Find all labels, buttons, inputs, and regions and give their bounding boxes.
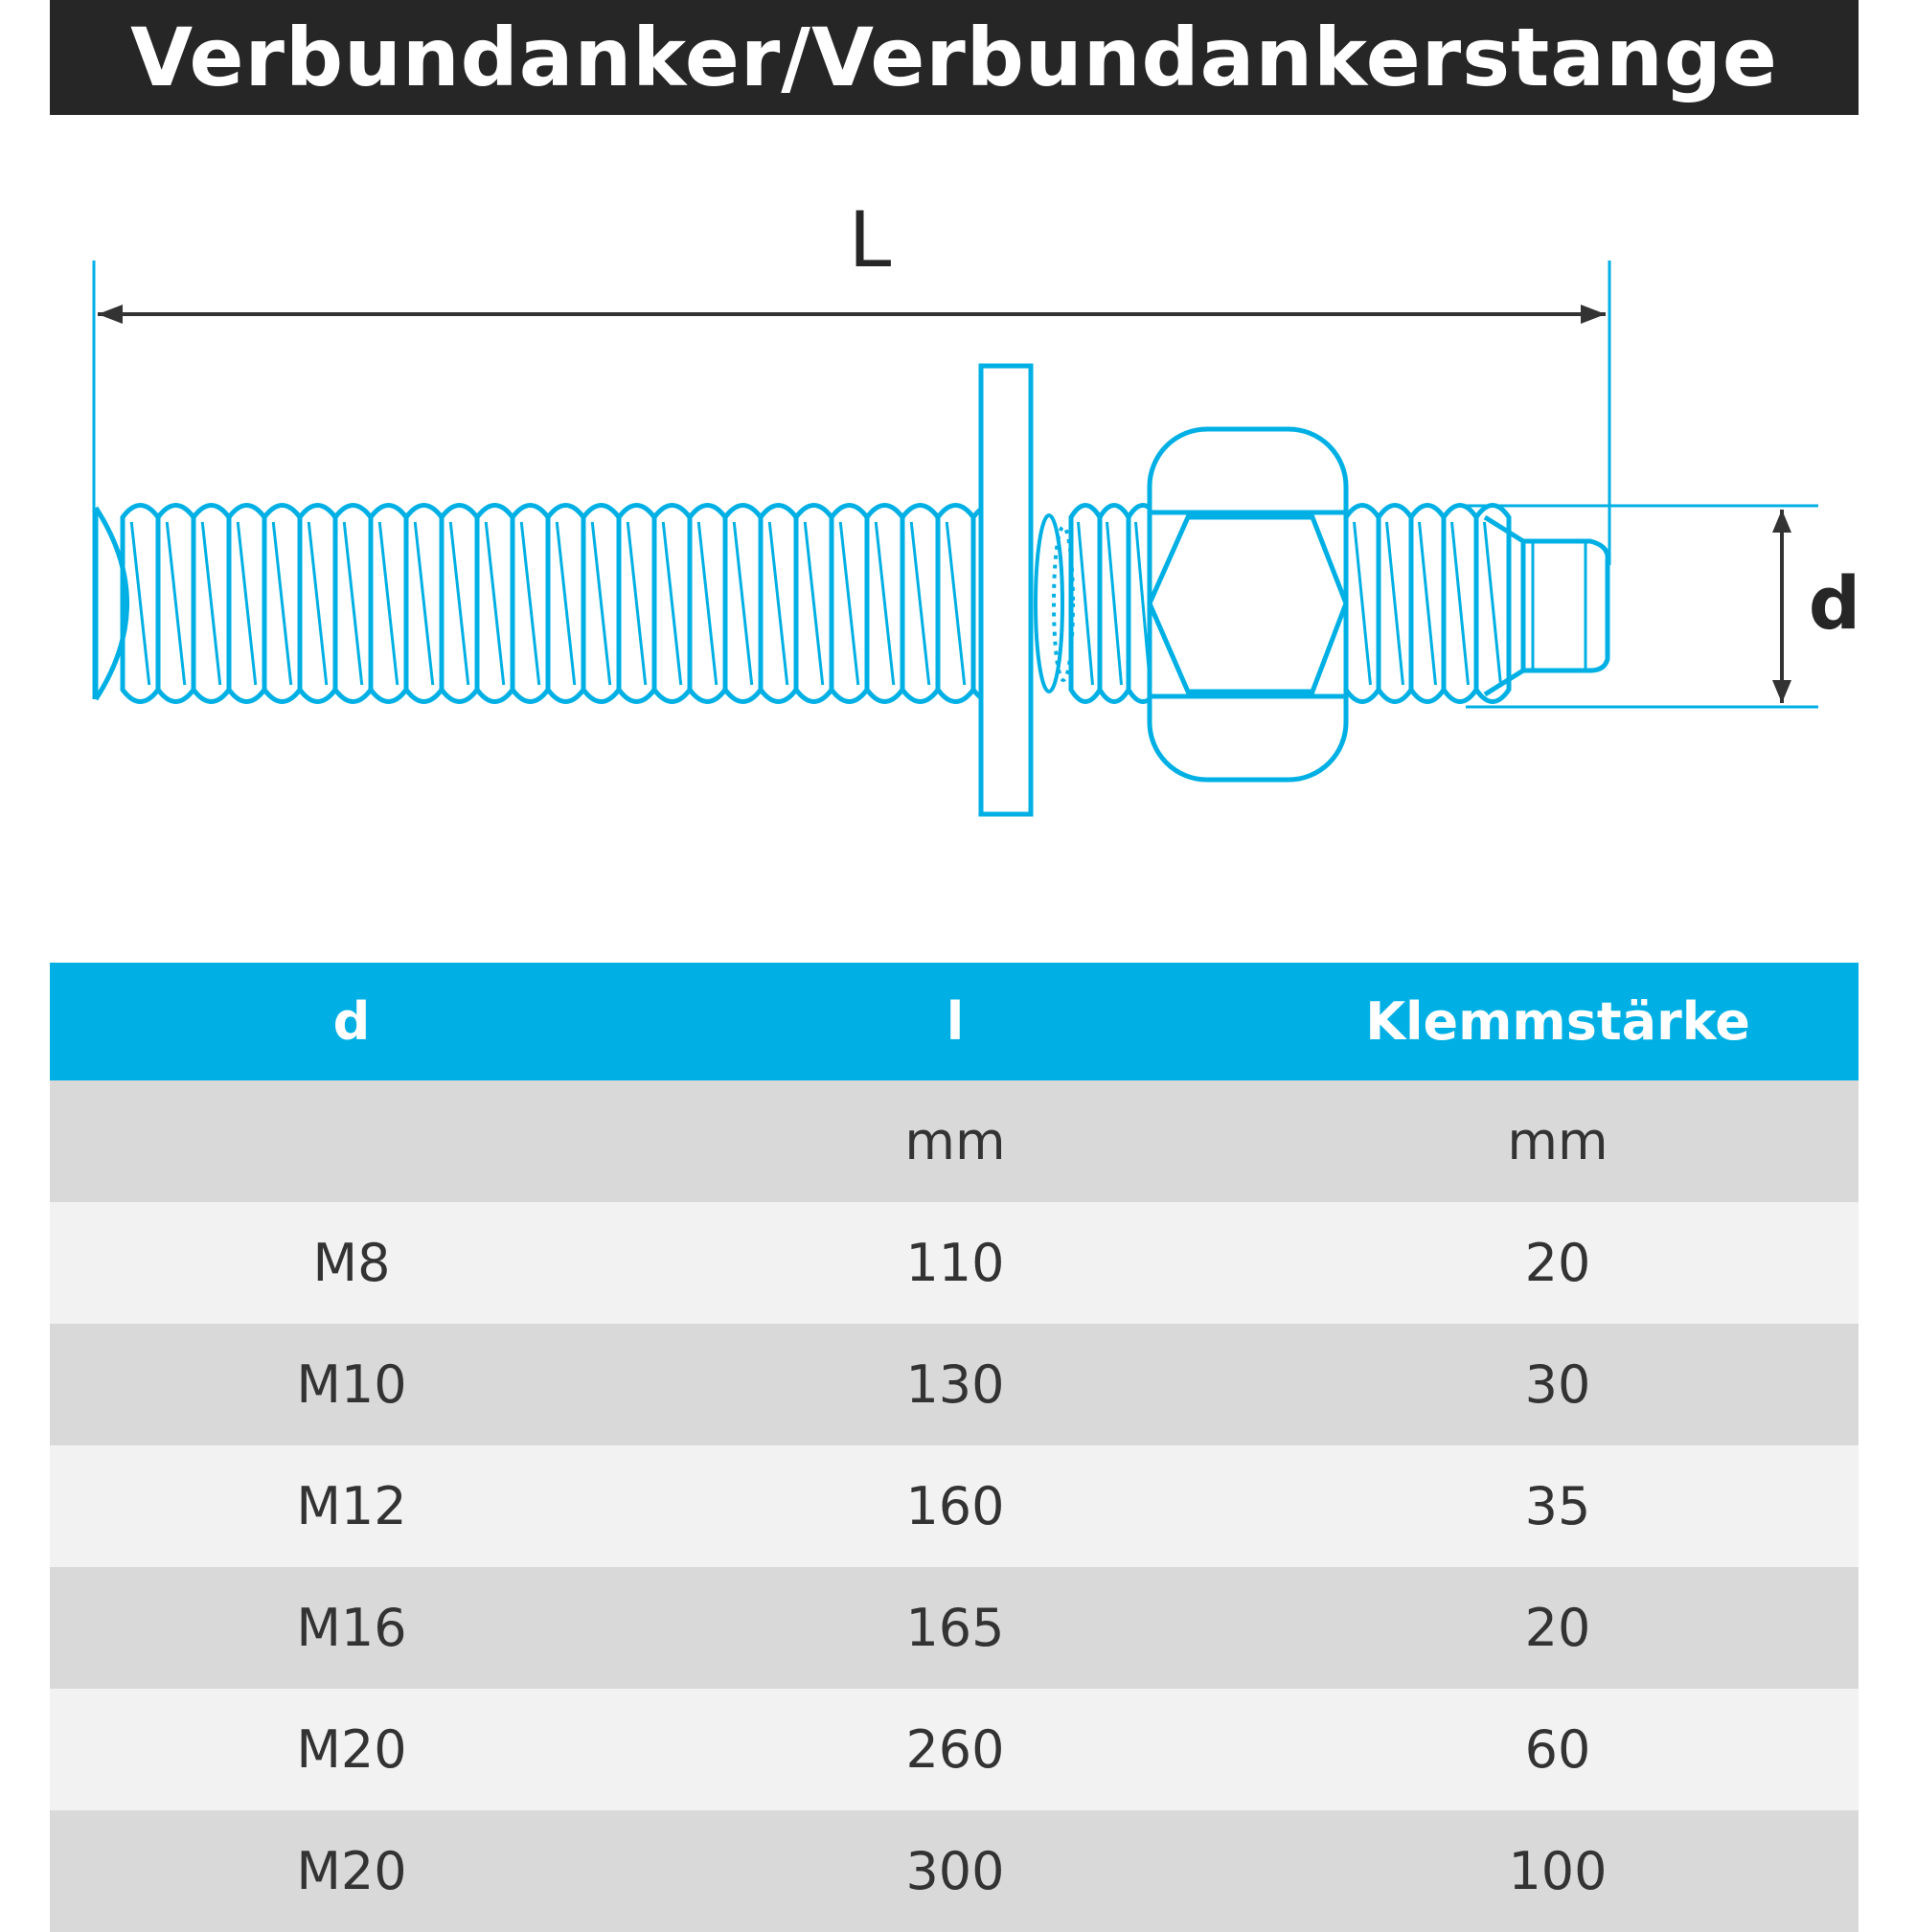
table-cell: 100 bbox=[1257, 1810, 1859, 1932]
length-label: L bbox=[848, 195, 892, 284]
thread-line bbox=[947, 522, 965, 685]
thread-line bbox=[911, 522, 929, 685]
thread-line bbox=[202, 522, 220, 685]
unit-cell: mm bbox=[653, 1080, 1257, 1202]
thread-line bbox=[557, 522, 575, 685]
page-title: Verbundanker/Verbundankerstange bbox=[130, 11, 1778, 104]
table-cell: M16 bbox=[50, 1567, 653, 1689]
threaded-rod bbox=[96, 506, 1608, 702]
table-cell: 260 bbox=[653, 1689, 1257, 1810]
thread-line bbox=[486, 522, 504, 685]
thread-line bbox=[698, 522, 717, 685]
header-diameter: d bbox=[50, 963, 653, 1080]
thread-line bbox=[521, 522, 539, 685]
thread-line bbox=[840, 522, 858, 685]
thread-line bbox=[1079, 522, 1093, 685]
thread-line bbox=[663, 522, 681, 685]
table-row bbox=[50, 1567, 1859, 1689]
table-cell: 30 bbox=[1257, 1324, 1859, 1445]
table-cell: M12 bbox=[50, 1445, 653, 1567]
table-cell: M20 bbox=[50, 1689, 653, 1810]
thread-line bbox=[769, 522, 787, 685]
thread-line bbox=[308, 522, 327, 685]
thread-line bbox=[1452, 522, 1469, 685]
table-cell: M20 bbox=[50, 1810, 653, 1932]
table-cell: 110 bbox=[653, 1202, 1257, 1324]
thread-line bbox=[805, 522, 823, 685]
spec-table bbox=[50, 963, 1859, 1932]
table-cell: 130 bbox=[653, 1324, 1257, 1445]
anchor-rod-drawing bbox=[0, 163, 1916, 852]
thread-line bbox=[167, 522, 185, 685]
thread-line bbox=[592, 522, 610, 685]
thread-line bbox=[1355, 522, 1371, 685]
thread-line bbox=[379, 522, 398, 685]
thread-line bbox=[415, 522, 433, 685]
unit-cell bbox=[50, 1080, 653, 1202]
thread-line bbox=[1485, 522, 1501, 685]
table-row bbox=[50, 1810, 1859, 1932]
thread-line bbox=[1107, 522, 1122, 685]
washer bbox=[981, 366, 1031, 814]
thread-line bbox=[876, 522, 894, 685]
table-cell: M8 bbox=[50, 1202, 653, 1324]
table-row bbox=[50, 1689, 1859, 1810]
diameter-label: d bbox=[1808, 560, 1861, 646]
header-length: l bbox=[653, 963, 1257, 1080]
thread-line bbox=[1420, 522, 1436, 685]
header-clamping-thickness: Klemmstärke bbox=[1257, 963, 1859, 1080]
unit-cell: mm bbox=[1257, 1080, 1859, 1202]
spring-washer bbox=[1036, 515, 1073, 692]
table-cell: 165 bbox=[653, 1567, 1257, 1689]
table-cell: 300 bbox=[653, 1810, 1257, 1932]
table-cell: 20 bbox=[1257, 1202, 1859, 1324]
table-cell: M10 bbox=[50, 1324, 653, 1445]
table-row bbox=[50, 1445, 1859, 1567]
table-row bbox=[50, 1324, 1859, 1445]
table-cell: 160 bbox=[653, 1445, 1257, 1567]
title-bar bbox=[50, 0, 1859, 115]
thread-line bbox=[131, 522, 149, 685]
table-row bbox=[50, 1202, 1859, 1324]
thread-line bbox=[450, 522, 468, 685]
thread-line bbox=[238, 522, 256, 685]
table-header-row bbox=[50, 963, 1859, 1080]
table-cell: 60 bbox=[1257, 1689, 1859, 1810]
units-row bbox=[50, 1080, 1859, 1202]
table-cell: 20 bbox=[1257, 1567, 1859, 1689]
thread-line bbox=[627, 522, 646, 685]
table-cell: 35 bbox=[1257, 1445, 1859, 1567]
thread-line bbox=[1387, 522, 1403, 685]
thread-line bbox=[734, 522, 752, 685]
hex-nut bbox=[1150, 429, 1346, 780]
thread-line bbox=[273, 522, 291, 685]
thread-line bbox=[344, 522, 362, 685]
